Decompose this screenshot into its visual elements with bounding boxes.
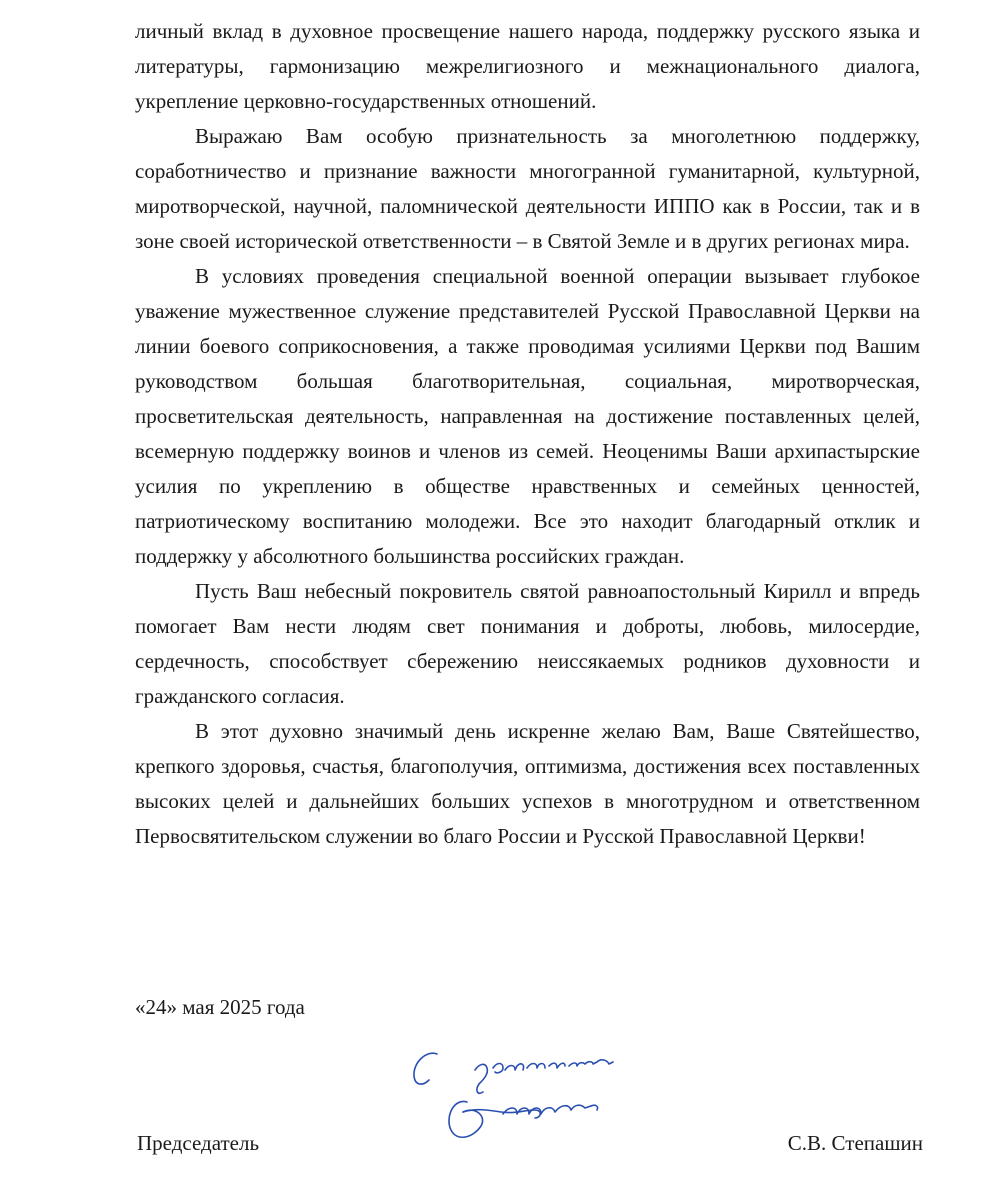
paragraph-2: Выражаю Вам особую признательность за многолетнюю поддержку, соработничество и признание важности многогранной гуманитарной, культурной, миротворческой, научной, паломнической деятельности ИППО как в России, так и в зоне своей исторической ответственности – в Святой Земле и в других регионах мира.	[135, 124, 920, 253]
signer-position: Председатель	[137, 1131, 260, 1155]
paragraph-3: В условиях проведения специальной военной операции вызывает глубокое уважение мужественное служение представителей Русской Православной Церкви на линии боевого соприкосновения, а также проводимая усилиями Церкви под Вашим руководством большая благотворительная, социальная, миротворческая, просветительская деятельность, направленная на достижение поставленных целей, всемерную поддержку воинов и членов из семей. Неоценимы Ваши архипастырские усилия по укреплению в обществе нравственных и семейных ценностей, патриотическому воспитанию молодежи. Все это находит благодарный отклик и поддержку у абсолютного большинства российских граждан.	[135, 264, 920, 568]
paragraph-1: личный вклад в духовное просвещение нашего народа, поддержку русского языка и литературы, гармонизацию межрелигиозного и межнационального диалога, укрепление церковно-государственных отношений.	[135, 19, 920, 113]
paragraph-4: Пусть Ваш небесный покровитель святой равноапостольный Кирилл и впредь помогает Вам нести людям свет понимания и доброты, любовь, милосердие, сердечность, способствует сбережению неиссякаемых родников духовности и гражданского согласия.	[135, 579, 920, 708]
letter-body	[135, 14, 920, 854]
paragraph-5: В этот духовно значимый день искренне желаю Вам, Ваше Святейшество, крепкого здоровья, счастья, благополучия, оптимизма, достижения всех поставленных высоких целей и дальнейших больших успехов в многотрудном и ответственном Первосвятительском служении во благо России и Русской Православной Церкви!	[135, 719, 920, 848]
letter-date: «24» мая 2025 года	[135, 995, 305, 1019]
handwritten-signature	[405, 1040, 655, 1160]
signer-name: С.В. Степашин	[787, 1131, 923, 1155]
